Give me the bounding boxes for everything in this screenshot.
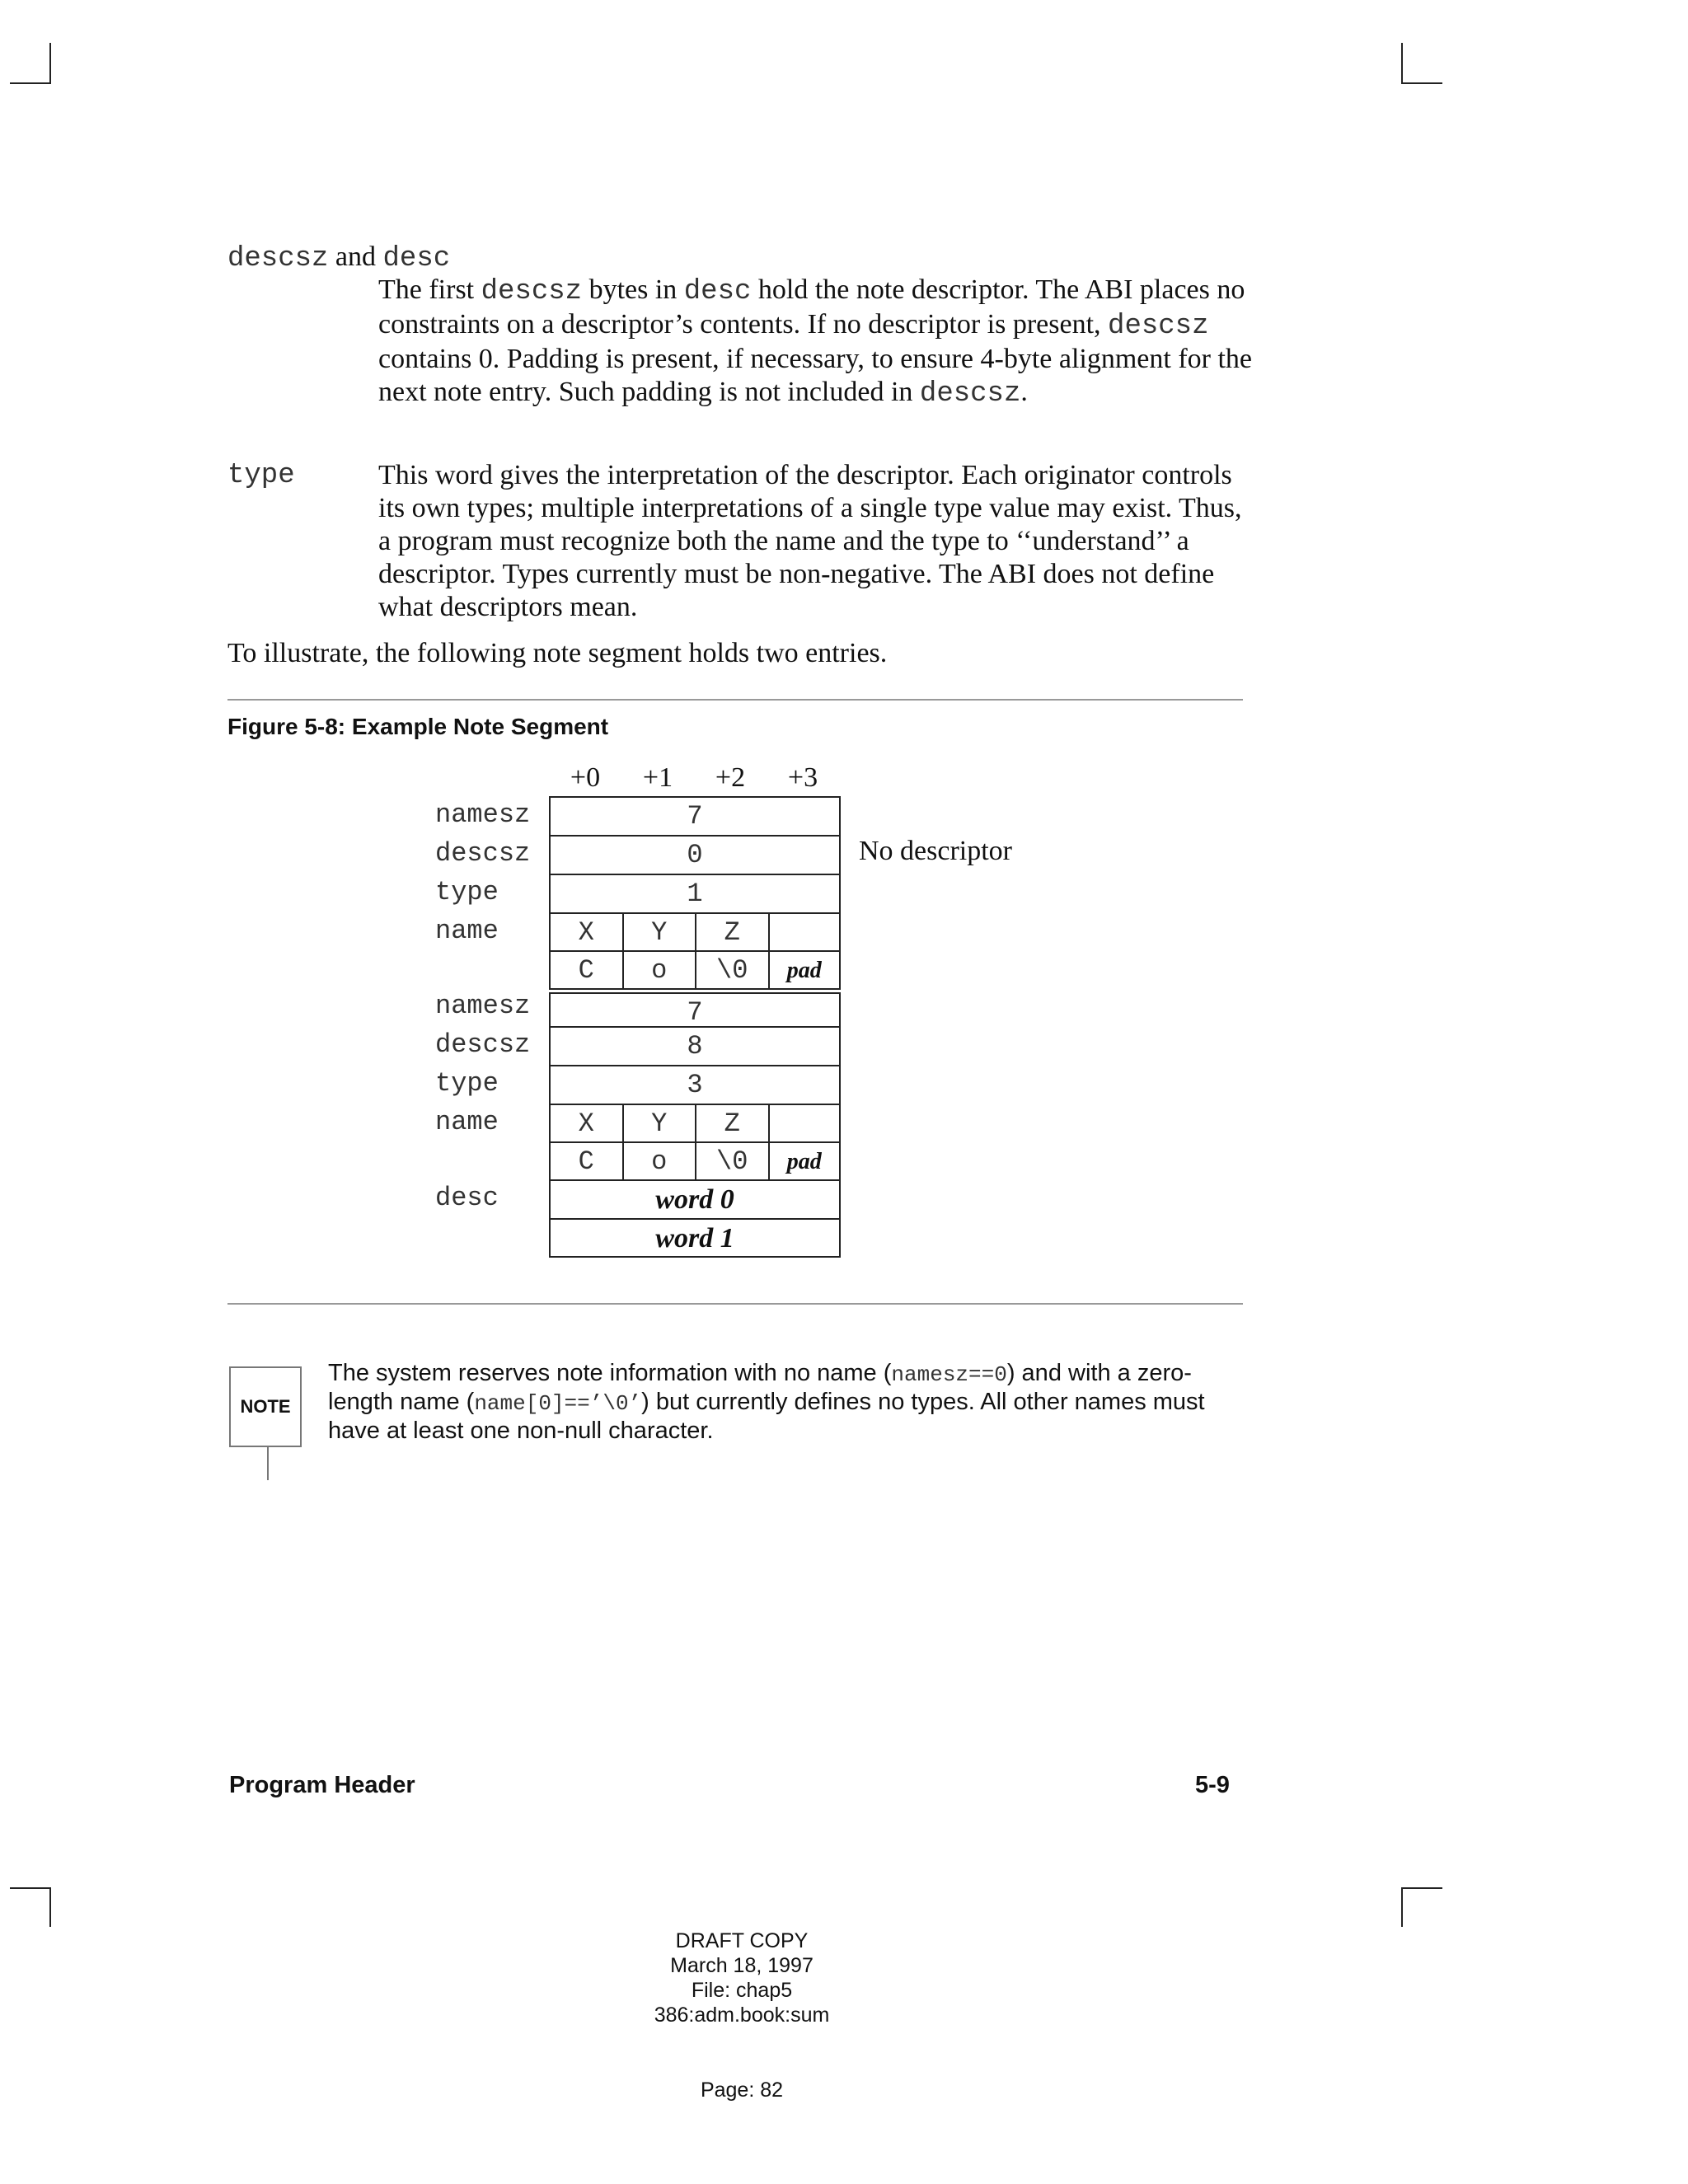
cell-desc-word: word 0 bbox=[549, 1179, 841, 1218]
row-label: name bbox=[435, 916, 499, 946]
column-header: +3 bbox=[787, 762, 818, 793]
row-label: namesz bbox=[435, 799, 531, 830]
code-desc: desc bbox=[382, 243, 451, 274]
code-desc: desc bbox=[683, 276, 752, 307]
annotation-no-descriptor: No descriptor bbox=[859, 836, 1013, 866]
figure-bottom-rule bbox=[227, 1303, 1243, 1305]
note-fragment: The system reserves note information with no name ( bbox=[328, 1360, 892, 1386]
crop-mark bbox=[10, 82, 51, 84]
draft-stamp bbox=[577, 1929, 907, 2027]
definition-descsz-desc bbox=[378, 274, 1252, 410]
crop-mark bbox=[1401, 1887, 1403, 1927]
term-type: type bbox=[227, 460, 295, 491]
intro-paragraph: To illustrate, the following note segment holds two entries. bbox=[227, 638, 888, 668]
cell-name-byte bbox=[768, 1104, 842, 1142]
draft-line: DRAFT COPY bbox=[675, 1929, 809, 1952]
term-joiner: and bbox=[328, 241, 383, 272]
page-counter: Page: 82 bbox=[700, 2079, 784, 2102]
cell-name-byte: C bbox=[549, 950, 622, 989]
note-fragment: ) and with a zero-length name ( bbox=[328, 1360, 1192, 1415]
figure-top-rule bbox=[227, 699, 1243, 701]
note-icon: NOTE bbox=[229, 1366, 302, 1447]
draft-line: March 18, 1997 bbox=[670, 1954, 814, 1977]
code-name-null: name[0]==’\0’ bbox=[474, 1391, 642, 1416]
row-label: descsz bbox=[435, 838, 531, 869]
row-label: namesz bbox=[435, 991, 531, 1021]
row-label: type bbox=[435, 1068, 499, 1099]
figure-caption: Figure 5-8: Example Note Segment bbox=[227, 714, 609, 739]
code-descsz: descsz bbox=[227, 243, 329, 274]
column-header: +1 bbox=[642, 762, 673, 793]
code-descsz: descsz bbox=[919, 378, 1021, 410]
cell-name-byte: Y bbox=[622, 912, 696, 951]
crop-mark bbox=[10, 1887, 51, 1889]
cell-name-byte: o bbox=[622, 950, 696, 989]
crop-mark bbox=[49, 1887, 51, 1927]
crop-mark bbox=[1401, 43, 1403, 82]
definition-type: This word gives the interpretation of the descriptor. Each originator controls its own types; multiple interpretations of a single type value may exist. Thus, a program must recognize both the name and the type to ‘‘understand’’ a descriptor. Types currently must be non-negative. The ABI does not define what descriptors mean. bbox=[378, 460, 1242, 622]
def-text: The first bbox=[378, 274, 481, 305]
note-fragment: ) but currently defines no types. All other names must have at least one non-null character. bbox=[328, 1389, 1205, 1444]
def-text: bytes in bbox=[582, 274, 684, 305]
code-descsz: descsz bbox=[1108, 311, 1209, 342]
row-label: desc bbox=[435, 1183, 499, 1213]
cell-name-byte: X bbox=[549, 1104, 622, 1142]
cell-name-byte: o bbox=[622, 1141, 696, 1180]
cell-type: 1 bbox=[549, 874, 841, 912]
cell-name-byte: \0 bbox=[695, 1141, 768, 1180]
draft-line: File: chap5 bbox=[691, 1979, 793, 2002]
row-label: type bbox=[435, 877, 499, 907]
note-text bbox=[328, 1360, 1243, 1445]
code-namesz-zero: namesz==0 bbox=[891, 1362, 1007, 1387]
cell-name-byte: \0 bbox=[695, 950, 768, 989]
cell-name-byte: Z bbox=[695, 912, 768, 951]
crop-mark bbox=[1401, 82, 1442, 84]
cell-name-byte: Y bbox=[622, 1104, 696, 1142]
cell-name-byte: Z bbox=[695, 1104, 768, 1142]
footer-page-number: 5-9 bbox=[1195, 1772, 1230, 1798]
column-header: +0 bbox=[570, 762, 601, 793]
term-descsz-desc bbox=[227, 241, 450, 275]
cell-namesz: 7 bbox=[549, 796, 841, 835]
entry-separator bbox=[549, 988, 841, 990]
crop-mark bbox=[1401, 1887, 1442, 1889]
def-text: contains 0. Padding is present, if necessary, to ensure 4-byte alignment for the next note entry. Such padding is not included in bbox=[378, 344, 1253, 407]
cell-name-byte bbox=[768, 912, 842, 951]
cell-descsz: 0 bbox=[549, 835, 841, 874]
cell-type: 3 bbox=[549, 1065, 841, 1104]
cell-pad: pad bbox=[768, 1141, 842, 1180]
footer-section-title: Program Header bbox=[229, 1772, 415, 1798]
def-text: . bbox=[1020, 377, 1028, 407]
def-text: hold the note descriptor. The ABI places no constraints on a descriptor’s contents. If no descriptor is present, bbox=[378, 274, 1245, 340]
cell-namesz: 7 bbox=[549, 992, 841, 1031]
row-label: descsz bbox=[435, 1029, 531, 1060]
grid-bottom-line bbox=[549, 1256, 841, 1258]
code-descsz: descsz bbox=[481, 276, 583, 307]
row-label: name bbox=[435, 1107, 499, 1137]
crop-mark bbox=[49, 43, 51, 82]
column-header: +2 bbox=[715, 762, 746, 793]
note-icon-tail bbox=[267, 1447, 269, 1480]
cell-desc-word: word 1 bbox=[549, 1218, 841, 1257]
cell-name-byte: X bbox=[549, 912, 622, 951]
cell-pad: pad bbox=[768, 950, 842, 989]
cell-descsz: 8 bbox=[549, 1026, 841, 1065]
draft-line: 386:adm.book:sum bbox=[654, 2004, 830, 2027]
cell-name-byte: C bbox=[549, 1141, 622, 1180]
